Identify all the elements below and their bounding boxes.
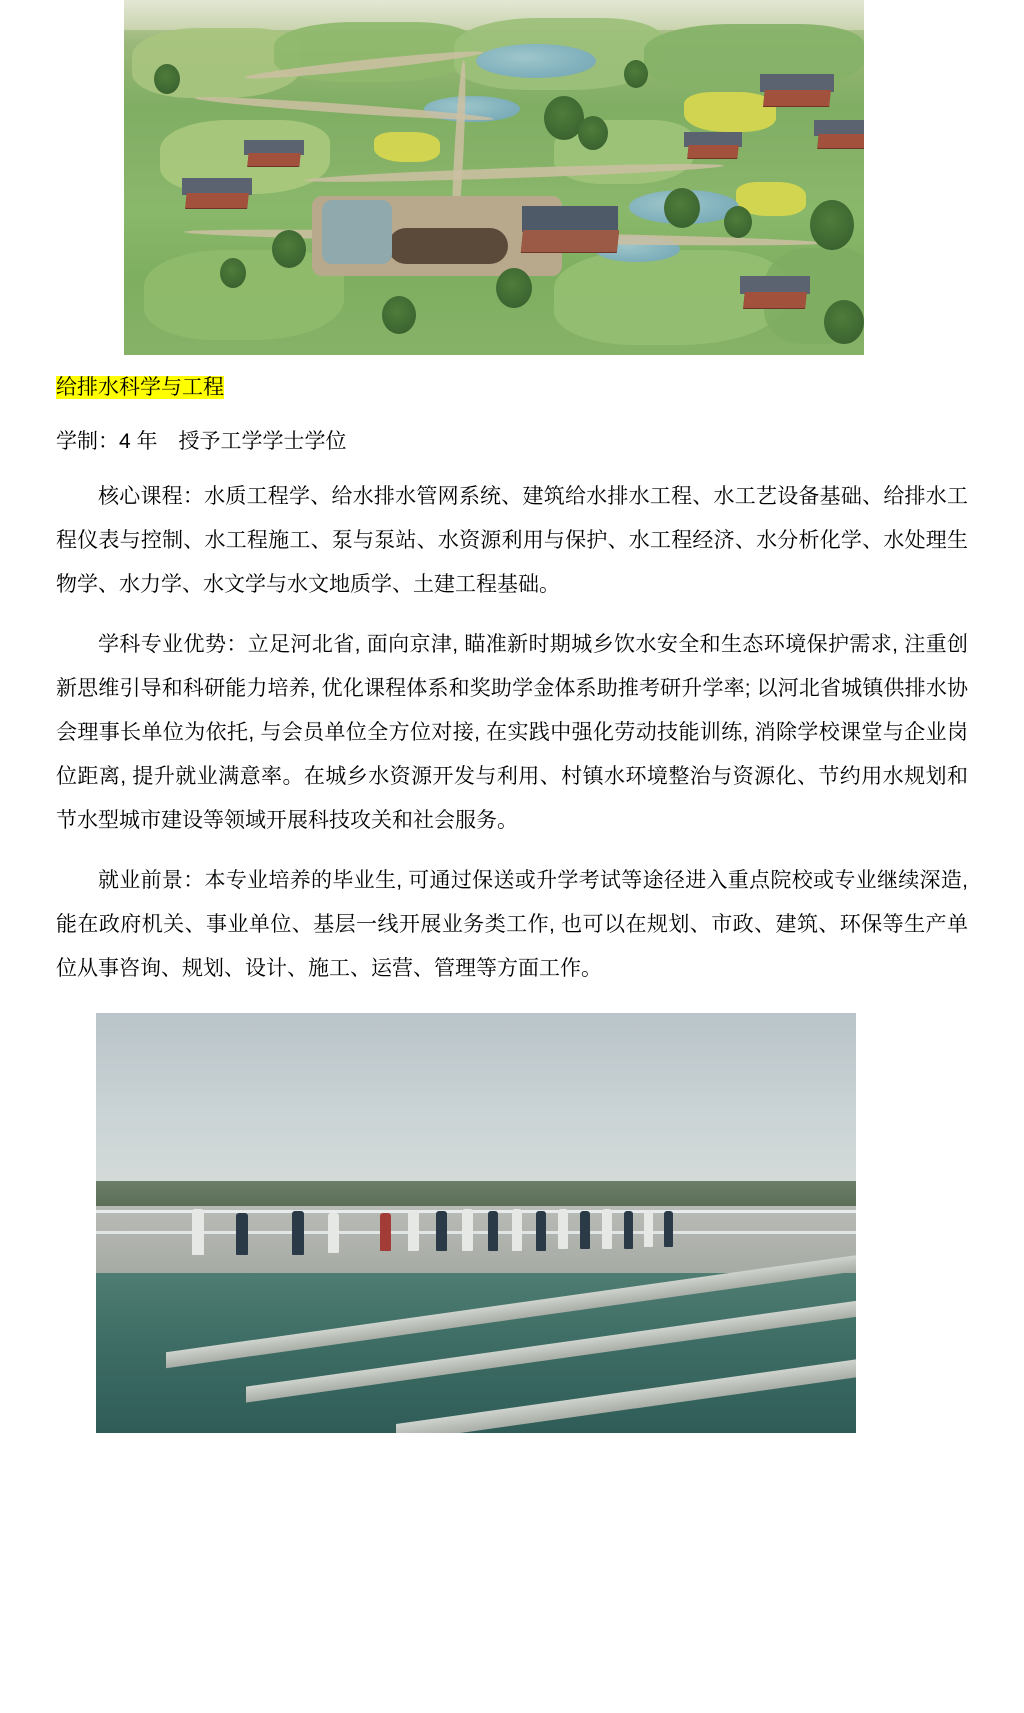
tree bbox=[154, 64, 180, 94]
tree bbox=[220, 258, 246, 288]
person bbox=[292, 1211, 304, 1255]
tree bbox=[272, 230, 306, 268]
degree-meta: 学制：4 年 授予工学学士学位 bbox=[56, 430, 347, 453]
person bbox=[644, 1211, 653, 1247]
person bbox=[236, 1213, 248, 1255]
tree bbox=[624, 60, 648, 88]
person bbox=[436, 1211, 447, 1251]
handrail bbox=[96, 1210, 856, 1213]
building bbox=[687, 145, 738, 158]
building bbox=[185, 193, 249, 208]
tree bbox=[664, 188, 700, 228]
person bbox=[462, 1209, 473, 1251]
person bbox=[408, 1211, 419, 1251]
tree bbox=[496, 268, 532, 308]
page-bottom-spacer bbox=[0, 1433, 1024, 1457]
plant-photo-illustration bbox=[96, 1013, 856, 1433]
person bbox=[488, 1211, 498, 1251]
person bbox=[380, 1213, 391, 1251]
page-title: 给排水科学与工程 bbox=[56, 376, 224, 399]
person bbox=[558, 1209, 568, 1249]
building bbox=[247, 153, 300, 166]
water-treatment-plant-photo bbox=[96, 1013, 856, 1433]
employment-prospect-paragraph: 就业前景：本专业培养的毕业生, 可通过保送或升学考试等途径进入重点院校或专业继续深造, 能在政府机关、事业单位、基层一线开展业务类工作, 也可以在规划、市政、建筑、环保等生产单位从事咨询、规划、设计、施工、运营、管理等方面工作。 bbox=[56, 869, 968, 980]
building-roof bbox=[522, 206, 618, 232]
core-courses-paragraph: 核心课程：水质工程学、给水排水管网系统、建筑给水排水工程、水工艺设备基础、给排水工程仪表与控制、水工程施工、泵与泵站、水资源利用与保护、水工程经济、水分析化学、水处理生物学、水力学、水文学与水文地质学、土建工程基础。 bbox=[56, 485, 968, 596]
person bbox=[192, 1209, 204, 1255]
tree bbox=[724, 206, 752, 238]
tree bbox=[824, 300, 864, 344]
discipline-advantage-paragraph: 学科专业优势：立足河北省, 面向京津, 瞄准新时期城乡饮水安全和生态环境保护需求, 注重创新思维引导和科研能力培养, 优化课程体系和奖助学金体系助推考研升学率; 以河北省城镇供排水协会理事长单位为依托, 与会员单位全方位对接, 在实践中强化劳动技能训练, 消除学校课堂与企业岗位距离, 提升就业满意率。在城乡水资源开发与利用、村镇水环境整治与资源化、节约用水规划和节水型城市建设等领域开展科技攻关和社会服务。 bbox=[56, 633, 968, 832]
tree bbox=[578, 116, 608, 150]
building bbox=[521, 230, 619, 252]
person bbox=[536, 1211, 546, 1251]
rural-landscape-illustration bbox=[124, 0, 864, 355]
person bbox=[602, 1209, 612, 1249]
field-patch-yellow bbox=[374, 132, 440, 162]
handrail bbox=[96, 1231, 856, 1234]
tree bbox=[382, 296, 416, 334]
building bbox=[817, 134, 864, 148]
person bbox=[328, 1213, 339, 1253]
pond bbox=[476, 44, 596, 78]
person bbox=[624, 1211, 633, 1249]
person bbox=[512, 1209, 522, 1251]
sky bbox=[96, 1013, 856, 1206]
tree bbox=[810, 200, 854, 250]
field-patch-yellow bbox=[684, 92, 776, 132]
aerial-rural-landscape-photo bbox=[124, 0, 864, 355]
program-title-line bbox=[56, 371, 1024, 405]
planting-bed bbox=[388, 228, 508, 264]
person bbox=[580, 1211, 590, 1249]
greenhouse bbox=[322, 200, 392, 264]
building bbox=[763, 90, 831, 106]
person bbox=[664, 1211, 673, 1247]
building bbox=[743, 292, 807, 308]
